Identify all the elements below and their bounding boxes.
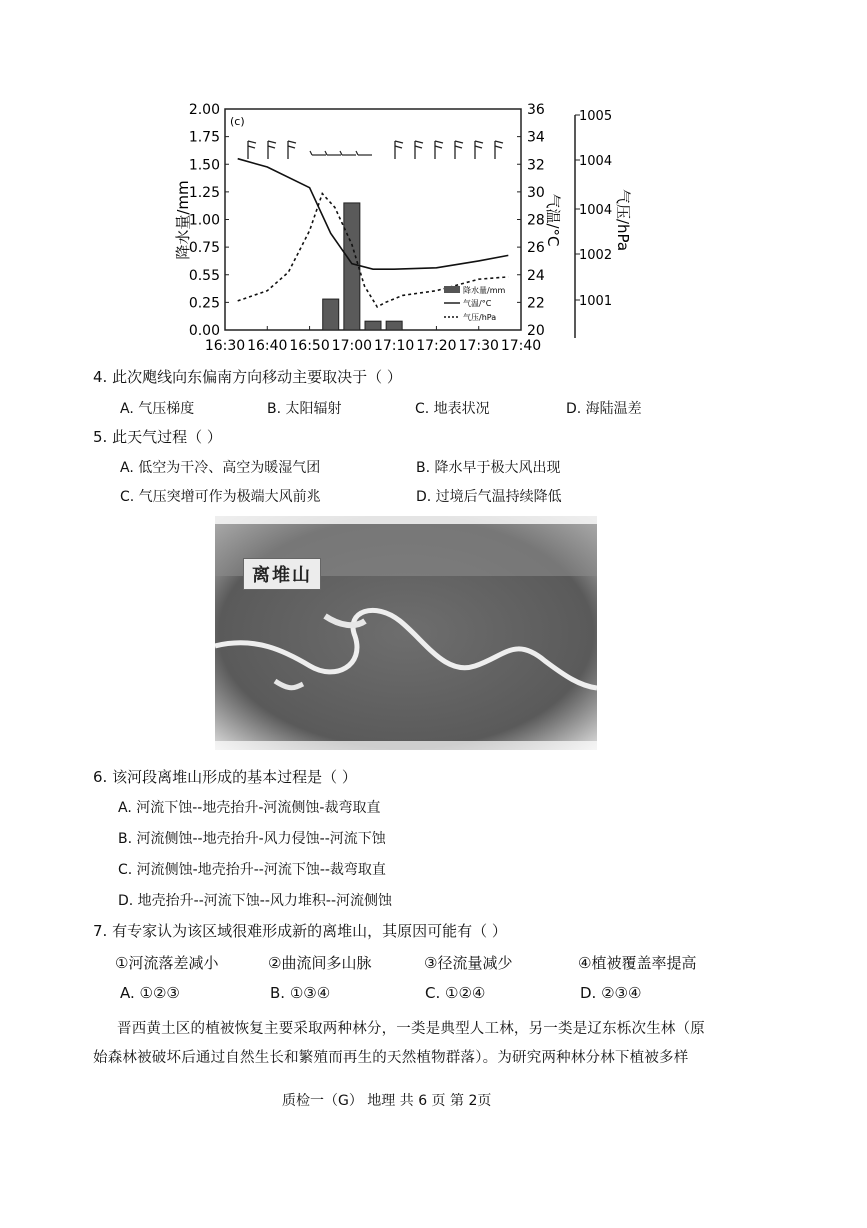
q4-option-c: C. 地表状况 bbox=[415, 401, 490, 417]
question-number: 6. bbox=[93, 768, 108, 786]
pressure-tick-label: 1005 bbox=[579, 109, 613, 124]
x-tick-label: 17:20 bbox=[416, 338, 457, 354]
precip-bar bbox=[323, 299, 339, 330]
q7-item-4: ④植被覆盖率提高 bbox=[578, 954, 697, 972]
precip-bar bbox=[344, 203, 360, 330]
q7-item-2: ②曲流间多山脉 bbox=[268, 954, 372, 972]
right-axis-title: 气压/hPa bbox=[614, 188, 632, 252]
temp-tick-label: 30 bbox=[527, 184, 545, 201]
photo-landscape bbox=[215, 516, 597, 750]
wind-barb-icon bbox=[395, 141, 403, 159]
q7-option-d: D. ②③④ bbox=[580, 984, 642, 1002]
q5-option-d: D. 过境后气温持续降低 bbox=[416, 489, 562, 505]
wind-barb-icon bbox=[415, 141, 423, 159]
left-tick-label: 0.25 bbox=[188, 295, 220, 312]
q5-option-b: B. 降水早于极大风出现 bbox=[416, 460, 561, 476]
pressure-tick-label: 1004 bbox=[579, 203, 613, 218]
pressure-tick-label: 1001 bbox=[579, 294, 613, 309]
question-text: 有专家认为该区域很难形成新的离堆山，其原因可能有（ ） bbox=[112, 922, 507, 940]
legend-swatch-precip bbox=[444, 286, 460, 293]
left-tick-label: 0.55 bbox=[188, 267, 220, 284]
question-4 bbox=[93, 366, 402, 387]
plot-frame bbox=[225, 109, 521, 330]
temp-tick-label: 36 bbox=[527, 102, 545, 118]
x-tick-label: 16:30 bbox=[204, 338, 246, 354]
q6-option-b: B. 河流侧蚀--地壳抬升-风力侵蚀--河流下蚀 bbox=[118, 831, 386, 847]
wind-barb-icon bbox=[435, 141, 443, 159]
left-tick-label: 1.75 bbox=[188, 129, 220, 146]
question-number: 5. bbox=[93, 428, 108, 446]
wind-barb-icon bbox=[340, 151, 356, 155]
left-tick-label: 2.00 bbox=[188, 102, 220, 118]
passage-line-2: 始森林被破坏后通过自然生长和繁殖而再生的天然植物群落）。为研究两种林分林下植被多样 bbox=[93, 1050, 689, 1066]
wind-barb-icon bbox=[325, 151, 341, 155]
pressure-tick-label: 1004 bbox=[579, 154, 613, 169]
x-tick-label: 16:40 bbox=[247, 338, 288, 354]
q4-option-d: D. 海陆温差 bbox=[566, 401, 642, 417]
question-number: 4. bbox=[93, 368, 108, 386]
wind-barb-icon bbox=[356, 151, 372, 155]
legend-pres: 气压/hPa bbox=[463, 313, 497, 322]
left-tick-label: 1.50 bbox=[188, 157, 220, 174]
q6-option-c: C. 河流侧蚀-地壳抬升--河流下蚀--裁弯取直 bbox=[118, 862, 386, 878]
wind-barb-icon bbox=[455, 141, 463, 159]
wind-barb-icon bbox=[248, 141, 256, 159]
passage-line-1: 晋西黄土区的植被恢复主要采取两种林分，一类是典型人工林，另一类是辽东栎次生林（原 bbox=[117, 1021, 705, 1037]
wind-barbs bbox=[248, 141, 503, 159]
q6-option-a: A. 河流下蚀--地壳抬升-河流侧蚀-裁弯取直 bbox=[118, 800, 381, 816]
temp-tick-label: 22 bbox=[527, 295, 545, 312]
q4-option-a: A. 气压梯度 bbox=[120, 401, 195, 417]
temperature-line bbox=[238, 159, 509, 270]
question-text: 该河段离堆山形成的基本过程是（ ） bbox=[112, 768, 357, 786]
q7-option-a: A. ①②③ bbox=[120, 984, 180, 1002]
q7-option-c: C. ①②④ bbox=[425, 984, 486, 1002]
left-tick-label: 1.00 bbox=[188, 212, 220, 229]
river-meander-photo bbox=[215, 516, 597, 750]
left-tick-label: 0.75 bbox=[188, 240, 220, 257]
legend-temp: 气温/°C bbox=[463, 299, 492, 308]
question-number: 7. bbox=[93, 922, 108, 940]
wind-barb-icon bbox=[310, 151, 326, 155]
question-7 bbox=[93, 920, 507, 941]
wind-barb-icon bbox=[268, 141, 276, 159]
precip-bar bbox=[386, 321, 402, 330]
q7-item-1: ①河流落差减小 bbox=[115, 954, 219, 972]
precip-bar bbox=[365, 321, 381, 330]
temp-tick-label: 32 bbox=[527, 157, 545, 174]
temp-tick-label: 26 bbox=[527, 240, 545, 257]
left-axis-ticks bbox=[189, 102, 229, 339]
question-5 bbox=[93, 426, 222, 447]
x-tick-label: 17:30 bbox=[458, 338, 499, 354]
x-tick-label: 16:50 bbox=[289, 338, 330, 354]
wind-barb-icon bbox=[288, 141, 296, 159]
left-tick-label: 0.00 bbox=[188, 323, 220, 339]
q5-option-a: A. 低空为干冷、高空为暖湿气团 bbox=[120, 460, 321, 476]
q5-option-c: C. 气压突增可作为极端大风前兆 bbox=[120, 489, 321, 505]
question-text: 此天气过程（ ） bbox=[112, 428, 222, 446]
x-tick-label: 17:40 bbox=[500, 338, 542, 354]
legend-precip: 降水量/mm bbox=[463, 286, 506, 295]
x-tick-label: 17:10 bbox=[373, 338, 415, 354]
mid-axis-title: 气温/°C bbox=[544, 193, 562, 247]
photo-label: 离堆山 bbox=[243, 558, 321, 590]
q6-option-d: D. 地壳抬升--河流下蚀--风力堆积--河流侧蚀 bbox=[118, 893, 392, 909]
wind-barb-icon bbox=[495, 141, 503, 159]
temp-tick-label: 24 bbox=[527, 267, 545, 284]
left-tick-label: 1.25 bbox=[188, 184, 220, 201]
wind-barb-icon bbox=[475, 141, 483, 159]
question-text: 此次飑线向东偏南方向移动主要取决于（ ） bbox=[112, 368, 402, 386]
temp-tick-label: 28 bbox=[527, 212, 545, 229]
left-axis-title: 降水量/mm bbox=[174, 180, 192, 260]
temp-tick-label: 34 bbox=[527, 129, 545, 146]
x-tick-label: 17:00 bbox=[331, 338, 373, 354]
weather-chart bbox=[170, 95, 640, 360]
question-6 bbox=[93, 766, 357, 787]
temp-tick-label: 20 bbox=[527, 323, 545, 339]
chart-legend bbox=[444, 285, 505, 322]
pressure-axis-ticks bbox=[575, 109, 612, 309]
panel-label: (c) bbox=[230, 115, 245, 128]
q4-option-b: B. 太阳辐射 bbox=[267, 401, 342, 417]
q7-item-3: ③径流量减少 bbox=[424, 954, 513, 972]
pressure-tick-label: 1002 bbox=[579, 248, 613, 263]
q7-option-b: B. ①③④ bbox=[270, 984, 331, 1002]
page-footer: 质检一（G） 地理 共 6 页 第 2页 bbox=[282, 1093, 492, 1109]
